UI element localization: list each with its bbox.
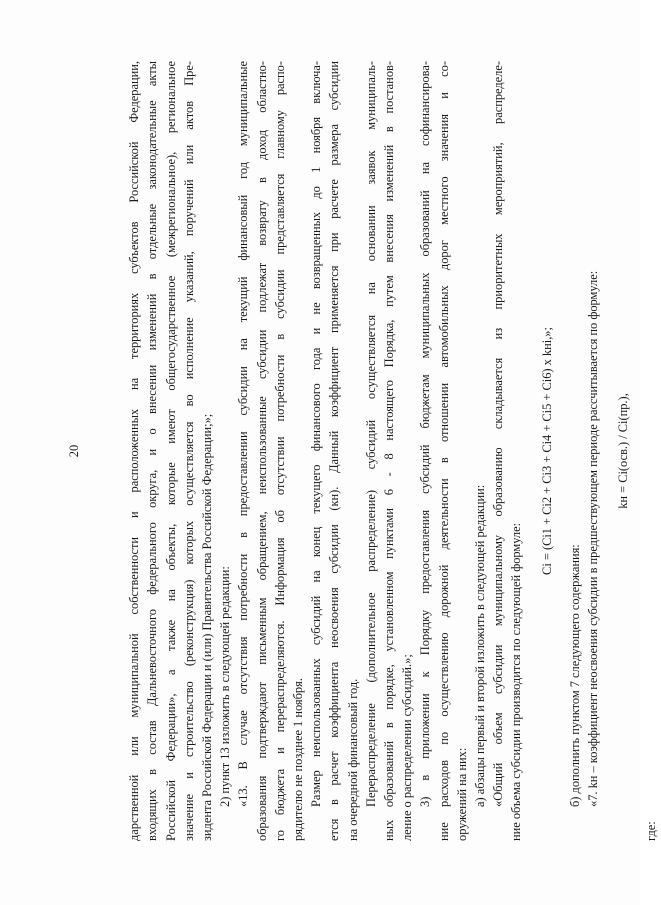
text-line: ление о распределении субсидий.»;	[400, 654, 415, 841]
text-line: дарственной или муниципальной собственности и расположенных на территориях субъектов Российской Федерации,	[127, 61, 142, 841]
text-line: ние объема субсидии производится по следующей формуле:	[509, 522, 524, 841]
text-line: ется в расчет коэффициента неосвоения субсидии (кн). Данный коэффициент применяется при расчете размера субсидии	[327, 61, 342, 841]
text-line: «7. kн – коэффициент неосвоения субсидии в предшествующем периоде рассчитывается по формуле:	[586, 270, 601, 807]
text-line: Российской Федерации», а также на объекты, которые имеют общегосударственное (межрегиональное), региональное	[163, 61, 178, 841]
text-line: Размер неиспользованных субсидий на конец текущего финансового года и не возвращенных до 1 ноября включа-	[309, 61, 324, 807]
rotated-document-body	[65, 61, 661, 841]
text-line: значение и строительство (реконструкция) которых осуществляется во исполнение указаний, поручений или актов Пре-	[181, 61, 196, 841]
text-line: б) дополнить пунктом 7 следующего содержания:	[567, 544, 582, 807]
text-line: рядителю не позднее 1 ноября.	[291, 678, 306, 841]
text-line: входящих в состав Дальневосточного федерального округа, и о внесении изменений в отдельные законодательные акты	[145, 61, 160, 841]
text-line: на очередной финансовый год.	[345, 678, 360, 841]
text-line: Перераспределение (дополнительное распределение) субсидий осуществляется на основании заявок муниципаль-	[363, 61, 378, 807]
text-line: образования подтверждают письменным обращением, неиспользованные субсидии подлежат возврату в доход областно-	[254, 61, 269, 841]
where-label: где:	[644, 821, 659, 841]
text-line: 3) в приложении к Порядку предоставления субсидий бюджетам муниципальных образований на софинансирова-	[418, 61, 433, 807]
text-line: ние расходов по осуществлению дорожной деятельности в отношении автомобильных дорог местного значения и со-	[436, 61, 451, 841]
formula-coefficient: kн = Ci(осв.) / Ci(пр.),	[616, 393, 631, 509]
text-line: зидента Российской Федерации и (или) Правительства Российской Федерации;»;	[200, 413, 215, 841]
page-number: 20	[67, 444, 81, 458]
text-line: «Общий объем субсидии муниципальному образованию складывается из приоритетных мероприятий, распределе-	[491, 61, 506, 807]
text-line: 2) пункт 13 изложить в следующей редакции:	[218, 566, 233, 807]
text-line: «13. В случае отсутствия потребности в предоставлении субсидии на текущий финансовый год муниципальные	[236, 61, 251, 807]
text-line: оружений на них:	[454, 747, 469, 841]
text-line: го бюджета и перераспределяются. Информация об отсутствии потребности в субсидии представляется главному распо-	[272, 61, 287, 841]
text-line: ных образований в порядке, установленном пунктами 6 - 8 настоящего Порядка, путем внесения изменений в постанов-	[382, 61, 397, 841]
formula-subsidy-total: Ci = (Ci1 + Ci2 + Ci3 + Ci4 + Ci5 + Ci6) х kнi,»;	[539, 327, 554, 575]
text-line: а) абзацы первый и второй изложить в следующей редакции:	[473, 484, 488, 807]
